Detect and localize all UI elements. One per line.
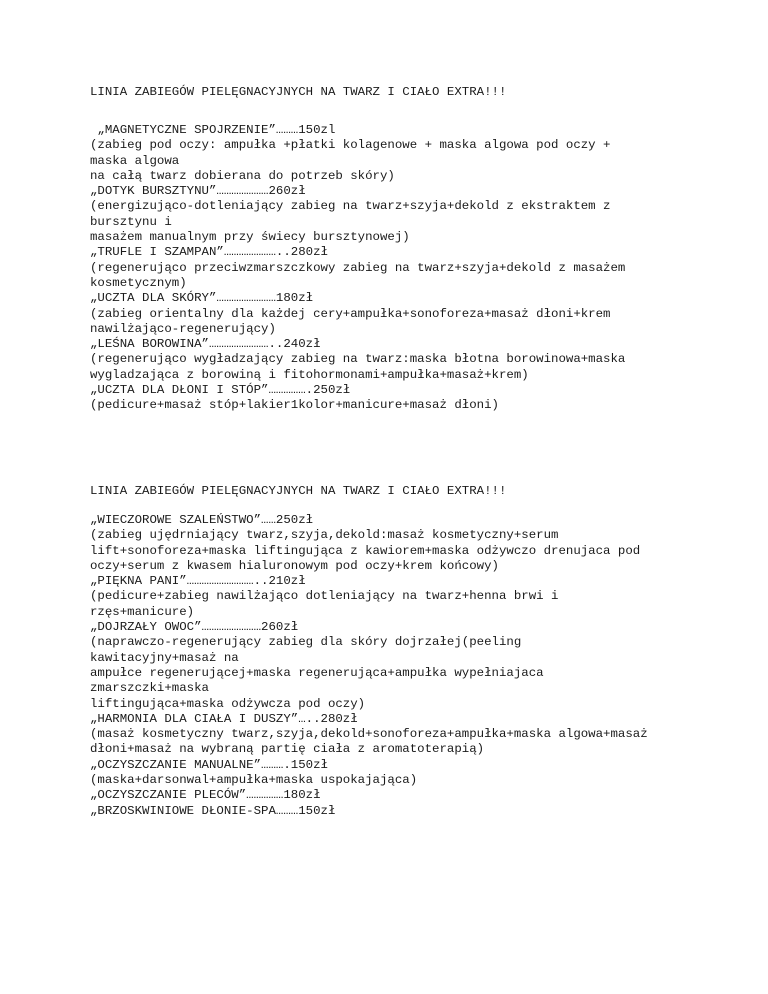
text-line: „WIECZOROWE SZALEŃSTWO”……250zł — [90, 513, 314, 527]
text-line: lift+sonoforeza+maska liftingująca z kawiorem+maska odżywczo drenujaca pod — [90, 543, 641, 558]
text-line: maska algowa — [90, 153, 180, 168]
text-line: „BRZOSKWINIOWE DŁONIE-SPA………150zł — [90, 803, 336, 818]
text-line: oczy+serum z kwasem hialuronowym pod oczy+krem końcowy) — [90, 558, 499, 573]
text-line: bursztynu i — [90, 214, 172, 229]
treatment-list — [90, 123, 730, 414]
text-line: (pedicure+masaż stóp+lakier1kolor+manicure+masaż dłoni) — [90, 398, 499, 413]
text-line: (regenerująco wygładzający zabieg na twarz:maska błotna borowinowa+maska — [90, 352, 626, 367]
text-line: „MAGNETYCZNE SPOJRZENIE”………150zl — [90, 123, 336, 137]
treatment-section-2 — [90, 484, 730, 819]
text-line: dłoni+masaż na wybraną partię ciała z aromatoterapią) — [90, 742, 485, 757]
text-line: (maska+darsonwal+ampułka+maska uspokajająca) — [90, 773, 418, 788]
text-line: „PIĘKNA PANI”………………………..210zł — [90, 574, 306, 589]
text-line: liftingująca+maska odżywcza pod oczy) — [90, 696, 366, 711]
text-line: (naprawczo-regenerujący zabieg dla skóry dojrzałej(peeling — [90, 635, 522, 650]
text-line: „DOJRZAŁY OWOC”……………………260zł — [90, 620, 299, 635]
text-line: ampułce regenerującej+maska regenerująca+ampułka wypełniajaca — [90, 665, 544, 680]
section-heading: LINIA ZABIEGÓW PIELĘGNACYJNYCH NA TWARZ I CIAŁO EXTRA!!! — [90, 484, 507, 498]
text-line: „HARMONIA DLA CIAŁA I DUSZY”…..280zł — [90, 711, 358, 726]
text-line: „LEŚNA BOROWINA”……………………..240zł — [90, 337, 321, 352]
text-line: (masaż kosmetyczny twarz,szyja,dekold+sonoforeza+ampułka+maska algowa+masaż — [90, 727, 648, 742]
treatment-list — [90, 513, 730, 819]
text-line: (regenerująco przeciwzmarszczkowy zabieg na twarz+szyja+dekold z masażem — [90, 260, 626, 275]
text-line: (zabieg orientalny dla każdej cery+ampułka+sonoforeza+masaż dłoni+krem — [90, 306, 611, 321]
text-line: „TRUFLE I SZAMPAN”…………………..280zł — [90, 245, 328, 260]
section-heading: LINIA ZABIEGÓW PIELĘGNACYJNYCH NA TWARZ I CIAŁO EXTRA!!! — [90, 85, 507, 99]
text-line: „OCZYSZCZANIE MANUALNE”……….150zł — [90, 757, 328, 772]
treatment-section-1 — [90, 85, 730, 414]
text-line: na całą twarz dobierana do potrzeb skóry) — [90, 168, 395, 183]
text-line: „UCZTA DLA DŁONI I STÓP”…………….250zł — [90, 383, 351, 398]
text-line: (zabieg ujędrniający twarz,szyja,dekold:masaż kosmetyczny+serum — [90, 528, 559, 543]
text-line: zmarszczki+maska — [90, 681, 209, 696]
text-line: nawilżająco-regenerujący) — [90, 321, 276, 336]
text-line: (energizująco-dotleniający zabieg na twarz+szyja+dekold z ekstraktem z — [90, 199, 611, 214]
text-line: „OCZYSZCZANIE PLECÓW”……………180zł — [90, 788, 321, 803]
text-line: kosmetycznym) — [90, 275, 187, 290]
text-line: (zabieg pod oczy: ampułka +płatki kolagenowe + maska algowa pod oczy + — [90, 138, 611, 153]
text-line: rzęs+manicure) — [90, 604, 195, 619]
text-line: „UCZTA DLA SKÓRY”……………………180zł — [90, 291, 314, 306]
text-line: kawitacyjny+masaż na — [90, 650, 239, 665]
text-line: wygladzająca z borowiną i fitohormonami+ampułka+masaż+krem) — [90, 367, 529, 382]
text-line: (pedicure+zabieg nawilżająco dotleniający na twarz+henna brwi i — [90, 589, 559, 604]
text-line: „DOTYK BURSZTYNU”…………………260zł — [90, 184, 306, 199]
text-line: masażem manualnym przy świecy bursztynowej) — [90, 230, 410, 245]
